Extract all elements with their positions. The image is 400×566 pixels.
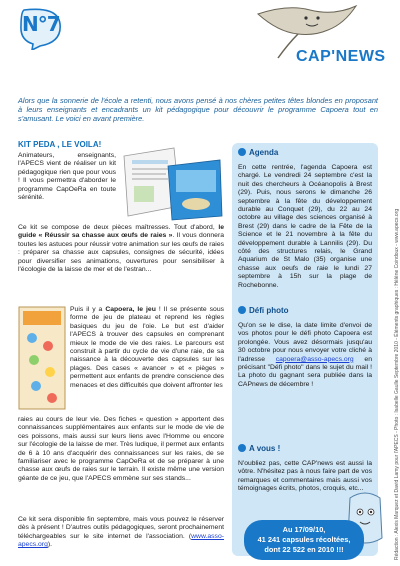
credits-vertical xyxy=(386,140,400,560)
guide-title-text: le guide « Réussir sa chasse aux œufs de raies » xyxy=(18,224,224,240)
vous-heading xyxy=(238,444,280,453)
credits-text: Rédaction : Alexis Marquez et David Lamy pour l'APECS - Photo : Isabelle Gaulle Septembre 2010 - Éléments graphiques : Hélène Coindoux - www.apecs.org xyxy=(394,208,400,560)
article-paragraph-1: Animateurs, enseignants, l'APECS vient de réaliser un kit pédagogique rien que pour vous ! Il vous permettra d'aborder le programme CapOeRa en toute sérénité. xyxy=(18,152,116,202)
agenda-text: En cette rentrée, l'agenda Capoera est chargé. Le vendredi 24 septembre c'est la nuit des chercheurs à Océanopolis à Brest (29). Puis, nous serons le dimanche 26 septembre à la fête du développement durable au Conquet (29), du 22 au 24 octobre au village des sciences organisé à Brest (29) dans le cadre de la Fête de la Science et le 21 novembre à la fête du développement durable à Lannilis (29). Du côté des structures relais, le Grand Aquarium de St Malo (35) organise une chasse aux oeufs de raie le lundi 27 septembre à 15h sur la plage de Rochebonne. xyxy=(238,164,372,289)
paragraph-3-text-b: ! Il se présente sous forme de jeu de plateau et reprend les règles basiques du jeu de l'oie. Le but est d'aider l'APECS à trouver des capsules en comprenant mieux le mode de vie des raies. Le parcours est construit à partir du cycle de vie d'une raie, de sa naissance à la découverte des capsules sur les plages. Des cases « avancer » et « pièges » permettent aux enfants de prendre conscience des menaces et des difficultés que doivent affronter les xyxy=(70,306,225,389)
agenda-heading xyxy=(238,148,278,157)
booklet-illustration xyxy=(120,146,226,222)
intro-paragraph: Alors que la sonnerie de l'école a retenti, nous avons pensé à nos chères petites têtes blondes en proposant à leurs enseignants et encadrants un kit pédagogique pour découvrir le programme Capoera tout en s'amusant. Le voici en avant première. xyxy=(18,96,378,124)
bullet-icon xyxy=(238,306,246,314)
email-link[interactable]: capoera@asso-apecs.org xyxy=(275,355,354,363)
agenda-title: Agenda xyxy=(249,148,279,157)
paragraph-4-text-b: ). xyxy=(47,541,53,549)
photo-title: Défi photo xyxy=(249,306,289,315)
bullet-icon xyxy=(238,444,246,452)
paragraph-2-text-a: Ce kit se compose de deux pièces maîtresses. Tout d'abord, xyxy=(18,224,219,231)
stats-line-3: dont 22 522 en 2010 !!! xyxy=(264,545,344,554)
capsule-stats-badge xyxy=(244,520,364,560)
photo-text-a: Qu'on se le dise, la date limite d'envoi de vos photos pour le défi photo Capoera est prolongée. Vous avez désormais jusqu'au 30 octobre pour nous envoyer votre cliché à l'adresse xyxy=(238,322,372,363)
article-paragraph-3 xyxy=(70,306,224,390)
article-paragraph-3-continued: raies au cours de leur vie. Des fiches « question » apportent des connaissances supplémentaires aux enfants sur le mode de vie de ces poissons, mais aussi sur leurs liens avec l'Homme ou encore sur l'écologie de la laisse de mer. Très ludique, il permet aux enfants de 6 à 10 ans d'acquérir des connaissances sur les raies, de se familiariser avec le programme CapOeRa et de se préparer à une chasse aux œufs de raies sur le terrain. Il existe même une version géante de ce jeu, que l'APECS emmène sur ses stands... xyxy=(18,416,224,482)
photo-heading xyxy=(238,306,289,315)
guide-booklet-image xyxy=(120,146,226,222)
board-game-illustration xyxy=(18,306,66,410)
issue-number: N°7 xyxy=(22,12,60,36)
game-title-text: Capoera, le jeu xyxy=(105,306,156,313)
paragraph-2-text-b: . Il vous donnera toutes les astuces pour réussir votre animation sur les œufs de raies : préparer sa chasse aux capsules, consignes de sécurité, idées pour diversifier ses animations, ouvertures pour sensibiliser à l'écologie de la laisse de mer et de l'estran... xyxy=(18,232,224,274)
paragraph-3-text-a: Puis il y a xyxy=(70,306,106,313)
paragraph-4-text-a: Ce kit sera disponible fin septembre, mais vous pouvez le réserver dès à présent ! D'autres outils pédagogiques, seront prochainement téléchargeables sur le site internet de l'association. ( xyxy=(18,516,224,540)
article-heading: KIT PEDA , LE VOILA! xyxy=(18,140,102,149)
board-game-image xyxy=(18,306,66,410)
brand-title: CAP'NEWS xyxy=(296,48,386,65)
stats-line-1: Au 17/09/10, xyxy=(282,525,326,534)
photo-text-b: en précisant "Défi photo" dans le sujet du mail ! La photo du gagnant sera publiée dans la CAPnews de décembre ! xyxy=(238,355,372,388)
website-link[interactable]: www.asso-apecs.org xyxy=(18,532,224,549)
issue-badge xyxy=(18,6,64,50)
vous-text: N'oubliez pas, cette CAP'news est aussi la vôtre. N'hésitez pas à nous faire part de vos remarques et commentaires mais aussi vos témoignages écrits, photos, croquis, etc... xyxy=(238,460,372,493)
article-paragraph-2 xyxy=(18,224,224,274)
bullet-icon xyxy=(238,148,246,156)
stats-line-2: 41 241 capsules récoltées, xyxy=(257,535,351,544)
article-paragraph-4 xyxy=(18,516,224,550)
vous-title: A vous ! xyxy=(249,444,281,453)
photo-text xyxy=(238,322,372,389)
